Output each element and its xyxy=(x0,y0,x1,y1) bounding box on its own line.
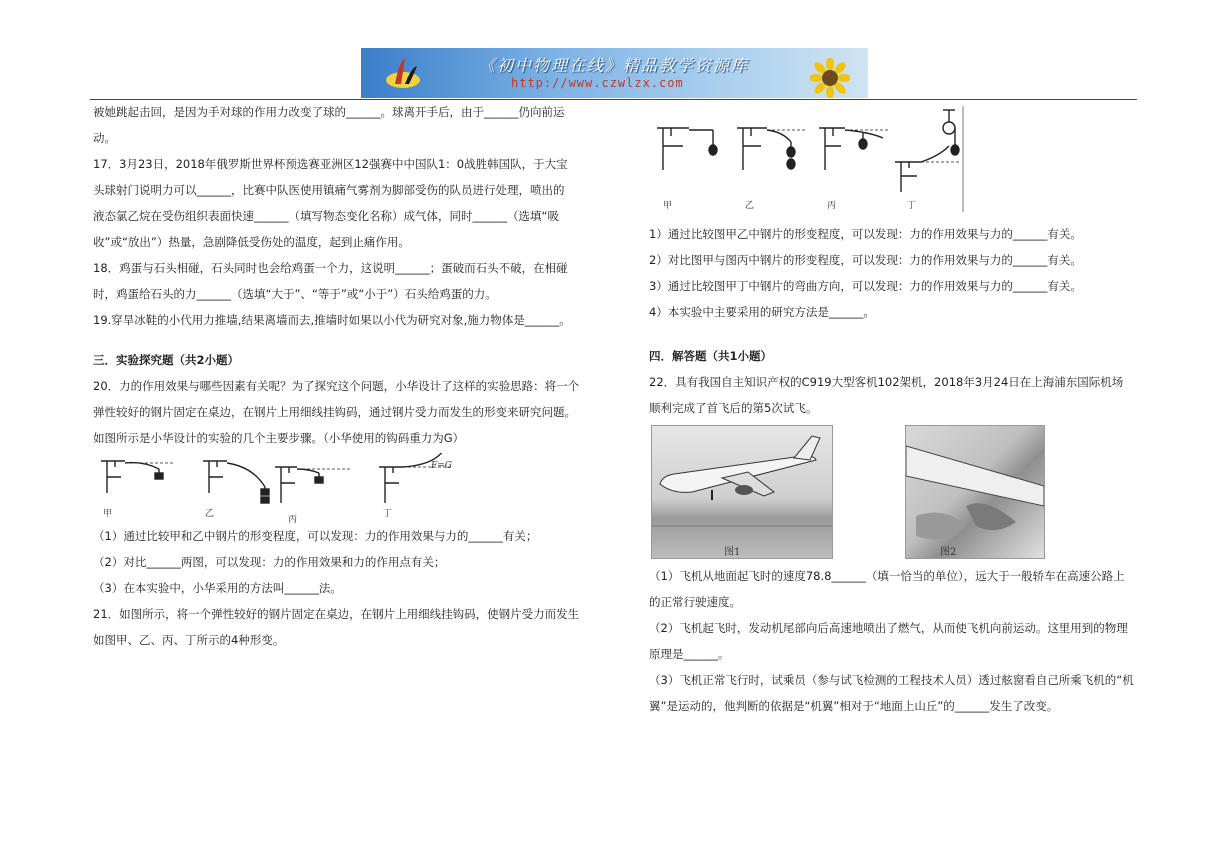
q22-answer-1: 的正常行驶速度。 xyxy=(649,595,741,609)
q17-text-line: 头球射门说明力可以______，比赛中队医使用镇痛气雾剂为脚部受伤的队员进行处理，喷出的 xyxy=(93,183,565,197)
q20-answer-1: （1）通过比较甲和乙中钢片的形变程度，可以发现：力的作用效果与力的______有关； xyxy=(93,529,538,543)
q22-text-line: 22．具有我国自主知识产权的C919大型客机102架机，2018年3月24日在上海浦东国际机场 xyxy=(649,375,1124,389)
q17-text-line: 液态氯乙烷在受伤组织表面快速______（填写物态变化名称）成气体，同时______（选填“吸 xyxy=(93,209,559,223)
header-banner xyxy=(361,48,868,98)
logo-icon xyxy=(383,54,423,94)
q20-label-ding: 丁 xyxy=(383,509,393,519)
section-4-heading: 四．解答题（共1小题） xyxy=(649,349,773,363)
q22-photos xyxy=(649,423,1047,561)
q22-answer-2: （2）飞机起飞时，发动机尾部向后高速地喷出了燃气，从而使飞机向前运动。这里用到的物理 xyxy=(649,621,1128,635)
q21-label-ding: 丁 xyxy=(907,201,917,211)
q21-answer-1: 1）通过比较图甲乙中钢片的形变程度，可以发现：力的作用效果与力的______有关。 xyxy=(649,227,1082,241)
steel-strip-diagram xyxy=(93,453,458,521)
q16-text-line: 被她跳起击回，是因为手对球的作用力改变了球的______。球离开手后，由于______仍向前运 xyxy=(93,105,565,119)
q20-figure xyxy=(93,453,458,525)
banner-title: 《初中物理在线》精品教学资源库 xyxy=(479,56,750,75)
wing-photo xyxy=(905,425,1045,559)
q21-text-line: 如图甲、乙、丙、丁所示的4种形变。 xyxy=(93,633,285,647)
q18-text-line: 时，鸡蛋给石头的力______（选填“大于”、“等于”或“小于”）石头给鸡蛋的力。 xyxy=(93,287,497,301)
q21-answer-2: 2）对比图甲与图丙中钢片的形变程度，可以发现：力的作用效果与力的______有关。 xyxy=(649,253,1082,267)
left-column xyxy=(93,99,587,653)
section-3-heading: 三．实验探究题（共2小题） xyxy=(93,353,240,367)
q21-figure xyxy=(649,106,969,214)
q20-force-label: F=G xyxy=(431,461,452,471)
q22-answer-3: （3）飞机正常飞行时，试乘员（参与试飞检测的工程技术人员）透过舷窗看自己所乘飞机的“机 xyxy=(649,673,1134,687)
airplane-photo xyxy=(651,425,833,559)
q20-text-line: 弹性较好的钢片固定在桌边，在钢片上用细线挂钩码，通过钢片受力而发生的形变来研究问题。 xyxy=(93,405,576,419)
q21-label-jia: 甲 xyxy=(663,201,673,211)
photo1-caption: 图1 xyxy=(724,547,741,558)
q22-answer-1: （1）飞机从地面起飞时的速度78.8______（填一恰当的单位），远大于一般轿车在高速公路上 xyxy=(649,569,1125,583)
q20-label-yi: 乙 xyxy=(205,509,215,519)
q20-label-bing: 丙 xyxy=(288,515,298,525)
q17-text-line: 收”或“放出”）热量，急剧降低受伤处的温度，起到止痛作用。 xyxy=(93,235,410,249)
q21-text-line: 21．如图所示，将一个弹性较好的钢片固定在桌边，在钢片上用细线挂钩码，使钢片受力而发生 xyxy=(93,607,580,621)
q20-answer-3: （3）在本实验中，小华采用的方法叫______法。 xyxy=(93,581,342,595)
wing-icon xyxy=(906,426,1044,558)
q22-text-line: 顺利完成了首飞后的第5次试飞。 xyxy=(649,401,818,415)
q21-label-bing: 丙 xyxy=(827,201,837,211)
q22-answer-2: 原理是______。 xyxy=(649,647,730,661)
photo2-caption: 图2 xyxy=(940,547,957,558)
q19-text: 19.穿旱冰鞋的小代用力推墙,结果离墙而去,推墙时如果以小代为研究对象,施力物体是______。 xyxy=(93,313,571,327)
q17-text-line: 17．3月23日，2018年俄罗斯世界杯预选赛亚洲区12强赛中中国队1：0战胜韩国队，于大宝 xyxy=(93,157,568,171)
q21-answer-4: 4）本实验中主要采用的研究方法是______。 xyxy=(649,305,875,319)
steel-strip-diagram xyxy=(649,106,969,214)
q20-answer-2: （2）对比______两图，可以发现：力的作用效果和力的作用点有关； xyxy=(93,555,446,569)
q20-text-line: 如图所示是小华设计的实验的几个主要步骤。（小华使用的钩码重力为G） xyxy=(93,431,465,445)
q20-text-line: 20．力的作用效果与哪些因素有关呢？为了探究这个问题，小华设计了这样的实验思路：将一个 xyxy=(93,379,580,393)
q18-text-line: 18．鸡蛋与石头相碰，石头同时也会给鸡蛋一个力，这说明______；蛋破而石头不破，在相碰 xyxy=(93,261,568,275)
right-column xyxy=(649,221,1139,719)
q16-text-line: 动。 xyxy=(93,131,116,145)
q22-answer-3: 翼”是运动的，他判断的依据是“机翼”相对于“地面上山丘”的______发生了改变。 xyxy=(649,699,1059,713)
airplane-icon xyxy=(652,426,832,558)
q20-label-jia: 甲 xyxy=(103,509,113,519)
banner-url[interactable]: http://www.czwlzx.com xyxy=(511,76,684,90)
sunflower-icon xyxy=(810,58,850,98)
q21-answer-3: 3）通过比较图甲丁中钢片的弯曲方向，可以发现：力的作用效果与力的______有关。 xyxy=(649,279,1082,293)
q21-label-yi: 乙 xyxy=(745,201,755,211)
